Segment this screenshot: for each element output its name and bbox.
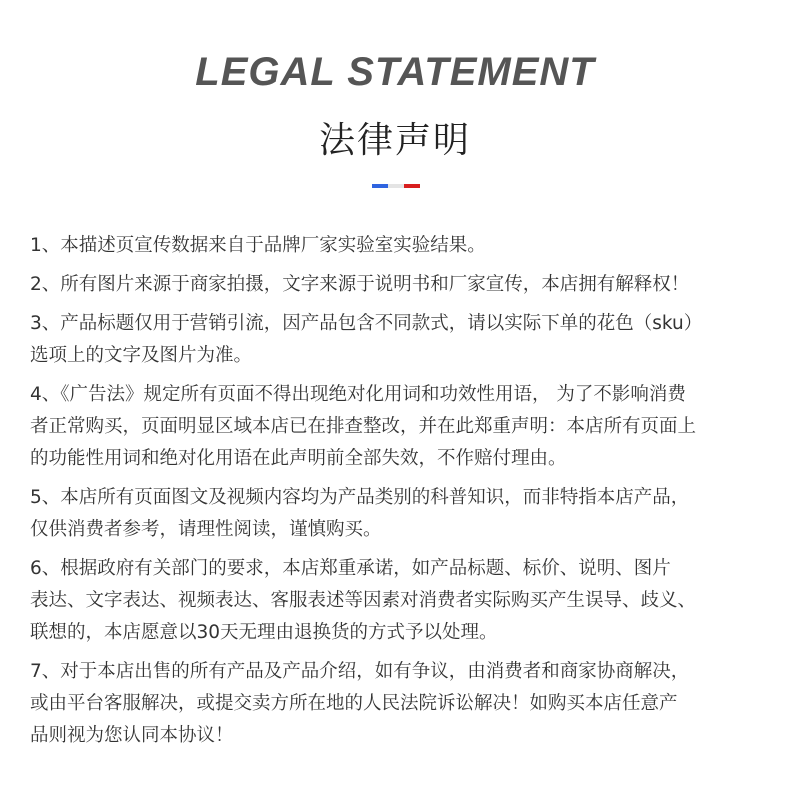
statement-line: 者正常购买，页面明显区域本店已在排查整改，并在此郑重声明：本店所有页面上 (30, 416, 697, 437)
tricolor-divider (372, 184, 420, 188)
statement-paragraph (30, 482, 770, 546)
title-english: LEGAL STATEMENT (195, 50, 595, 94)
statement-line: 的功能性用词和绝对化用语在此声明前全部失效，不作赔付理由。 (30, 448, 567, 469)
statement-line: 7、对于本店出售的所有产品及产品介绍，如有争议，由消费者和商家协商解决， (30, 661, 690, 682)
statement-line: 4、《广告法》规定所有页面不得出现绝对化用词和功效性用语， 为了不影响消费 (30, 384, 686, 405)
title-chinese: 法律声明 (318, 120, 471, 161)
statement-paragraph (30, 230, 770, 262)
statement-paragraph (30, 269, 770, 301)
statement-line: 仅供消费者参考，请理性阅读，谨慎购买。 (30, 519, 382, 540)
divider-gray (388, 184, 404, 188)
divider-red (404, 184, 420, 188)
statement-line: 选项上的文字及图片为准。 (30, 345, 253, 366)
statement-body (30, 230, 770, 759)
statement-line: 品则视为您认同本协议！ (30, 725, 234, 746)
statement-line: 表达、文字表达、视频表达、客服表述等因素对消费者实际购买产生误导、歧义、 (30, 590, 697, 611)
statement-line: 2、所有图片来源于商家拍摄，文字来源于说明书和厂家宣传，本店拥有解释权！ (30, 274, 690, 295)
statement-line: 3、产品标题仅用于营销引流，因产品包含不同款式，请以实际下单的花色（sku） (30, 313, 703, 334)
statement-paragraph (30, 553, 770, 649)
statement-line: 联想的，本店愿意以30天无理由退换货的方式予以处理。 (30, 622, 498, 643)
statement-paragraph (30, 308, 770, 372)
statement-line: 1、本描述页宣传数据来自于品牌厂家实验室实验结果。 (30, 235, 486, 256)
statement-line: 5、本店所有页面图文及视频内容均为产品类别的科普知识，而非特指本店产品， (30, 487, 690, 508)
divider-blue (372, 184, 388, 188)
statement-line: 或由平台客服解决，或提交卖方所在地的人民法院诉讼解决！如购买本店任意产 (30, 693, 678, 714)
statement-paragraph (30, 379, 770, 475)
statement-line: 6、根据政府有关部门的要求，本店郑重承诺，如产品标题、标价、说明、图片 (30, 558, 671, 579)
statement-paragraph (30, 656, 770, 752)
